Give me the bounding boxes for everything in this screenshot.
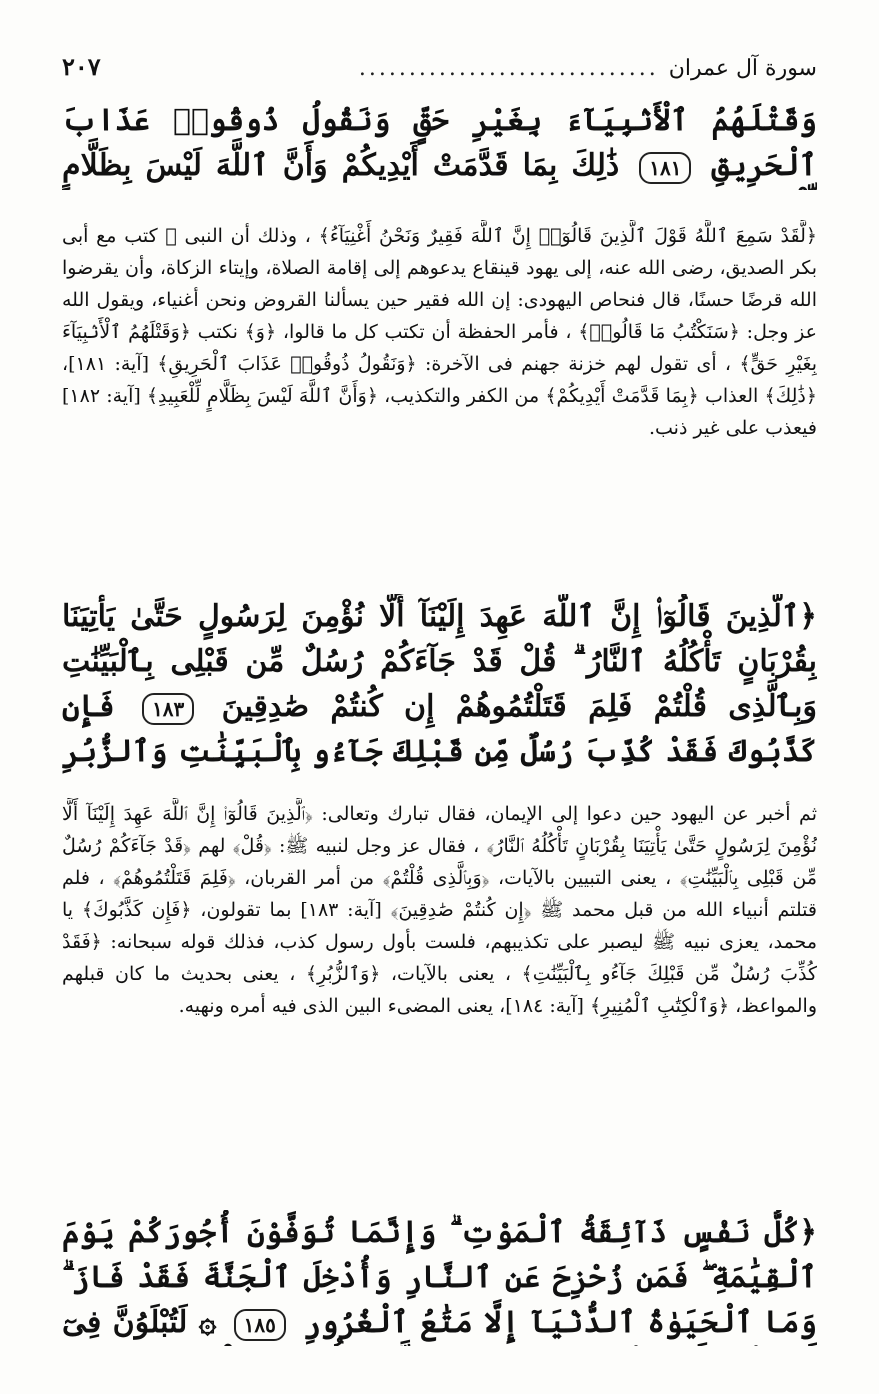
quran-verses-185-186	[62, 1210, 817, 1346]
ayah-number-marker: ١٨٥	[234, 1309, 286, 1341]
commentary-paragraph-2: ثم أخبر عن اليهود حين دعوا إلى الإيمان، فقال تبارك وتعالى: ﴿ٱلَّذِينَ قَالُوٓا۟ إِنَّ ٱللَّهَ عَهِدَ إِلَيْنَآ أَلَّا نُؤْمِنَ لِرَسُولٍ حَتَّىٰ يَأْتِيَنَا بِقُرْبَانٍ تَأْكُلُهُ ٱلنَّارُ﴾ ، فقال عز وجل لنبيه ﷺ: ﴿قُلْ﴾ لهم ﴿قَدْ جَآءَكُمْ رُسُلٌ مِّن قَبْلِى بِٱلْبَيِّنَٰتِ﴾ ، يعنى التبيين بالآيات، ﴿وَبِٱلَّذِى قُلْتُمْ﴾ من أمر القربان، ﴿فَلِمَ قَتَلْتُمُوهُمْ﴾ ، فلم قتلتم أنبياء الله من قبل محمد ﷺ ﴿إِن كُنتُمْ صَٰدِقِينَ﴾ [آية: ١٨٣] بما تقولون، ﴿فَإِن كَذَّبُوكَ﴾ يا محمد، يعزى نبيه ﷺ ليصبر على تكذيبهم، فلست بأول رسول كذب، فذلك قوله سبحانه: ﴿فَقَدْ كُذِّبَ رُسُلٌ مِّن قَبْلِكَ جَآءُو بِٱلْبَيِّنَٰتِ﴾ ، يعنى بالآيات، ﴿وَٱلزُّبُرِ﴾ ، يعنى بحديث ما كان قبلهم والمواعظ، ﴿وَٱلْكِتَٰبِ ٱلْمُنِيرِ﴾ [آية: ١٨٤]، يعنى المضىء البين الذى فيه أمره ونهيه.	[62, 803, 817, 1017]
verse-183-text: ﴿ٱلَّذِينَ قَالُوٓا۟ إِنَّ ٱللَّهَ عَهِدَ إِلَيْنَآ أَلَّا نُؤْمِنَ لِرَسُولٍ حَتَّىٰ يَأْتِيَنَا بِقُرْبَانٍ تَأْكُلُهُ ٱلنَّارُ ۗ قُلْ قَدْ جَآءَكُمْ رُسُلٌ مِّن قَبْلِى بِٱلْبَيِّنَٰتِ وَبِٱلَّذِى قُلْتُمْ فَلِمَ قَتَلْتُمُوهُمْ إِن كُنتُمْ صَٰدِقِينَ	[62, 599, 817, 724]
surah-title: سورة آل عمران	[668, 56, 817, 81]
leader-dots: ..............................	[358, 56, 659, 81]
verse-184-text: فَإِن كَذَّبُوكَ فَقَدْ كُذِّبَ رُسُلٌ مِّن قَبْلِكَ جَآءُو بِٱلْبَيِّنَٰتِ وَٱلزُّبُرِ	[62, 689, 817, 769]
quran-verses-183-184	[62, 594, 817, 774]
quran-verses-181-182	[62, 98, 817, 190]
page-number: ٢٠٧	[62, 52, 101, 81]
verse-185-text: ﴿كُلُّ نَفْسٍ ذَآئِقَةُ ٱلْمَوْتِ ۗ وَإِنَّمَا تُوَفَّوْنَ أُجُورَكُمْ يَوْمَ ٱلْقِيَٰمَةِ ۖ فَمَن زُحْزِحَ عَنِ ٱلنَّارِ وَأُدْخِلَ ٱلْجَنَّةَ فَقَدْ فَازَ ۗ وَمَا ٱلْحَيَوٰةُ ٱلدُّنْيَآ إِلَّا مَتَٰعُ ٱلْغُرُورِ	[62, 1215, 817, 1340]
verse-182-text: ذَٰلِكَ بِمَا قَدَّمَتْ أَيْدِيكُمْ وَأَنَّ ٱللَّهَ لَيْسَ بِظَلَّامٍ	[62, 148, 620, 183]
verse-181-text: وَقَتْلَهُمُ ٱلْأَنۢبِيَآءَ بِغَيْرِ حَقٍّ وَنَقُولُ ذُوقُوا۟ عَذَابَ ٱلْحَرِيقِ	[62, 103, 817, 183]
running-header	[62, 52, 817, 92]
verse-186-text: ۞ لَتُبْلَوُنَّ فِىٓ	[62, 1305, 217, 1340]
commentary-paragraph-1: ﴿لَّقَدْ سَمِعَ ٱللَّهُ قَوْلَ ٱلَّذِينَ قَالُوٓا۟ إِنَّ ٱللَّهَ فَقِيرٌ وَنَحْنُ أَغْنِيَآءُ﴾ ، وذلك أن النبى ﷺ كتب مع أبى بكر الصديق، رضى الله عنه، إلى يهود قينقاع يدعوهم إلى إقامة الصلاة، وإيتاء الزكاة، وأن يقرضوا الله قرضًا حسنًا، قال فنحاص اليهودى: إن الله فقير حين يسألنا القروض ونحن أغنياء، ويقول الله عز وجل: ﴿سَنَكْتُبُ مَا قَالُوا۟﴾ ، فأمر الحفظة أن تكتب كل ما قالوا، ﴿وَ﴾ نكتب ﴿وَقَتْلَهُمُ ٱلْأَنۢبِيَآءَ بِغَيْرِ حَقٍّ﴾ ، أى تقول لهم خزنة جهنم فى الآخرة: ﴿وَنَقُولُ ذُوقُوا۟ عَذَابَ ٱلْحَرِيقِ﴾ [آية: ١٨١]، ﴿ذَٰلِكَ﴾ العذاب ﴿بِمَا قَدَّمَتْ أَيْدِيكُمْ﴾ من الكفر والتكذيب، ﴿وَأَنَّ ٱللَّهَ لَيْسَ بِظَلَّامٍ لِّلْعَبِيدِ﴾ [آية: ١٨٢] فيعذب على غير ذنب.	[62, 225, 817, 439]
ayah-number-marker: ١٨١	[639, 152, 691, 184]
ayah-number-marker: ١٨٣	[142, 693, 194, 725]
